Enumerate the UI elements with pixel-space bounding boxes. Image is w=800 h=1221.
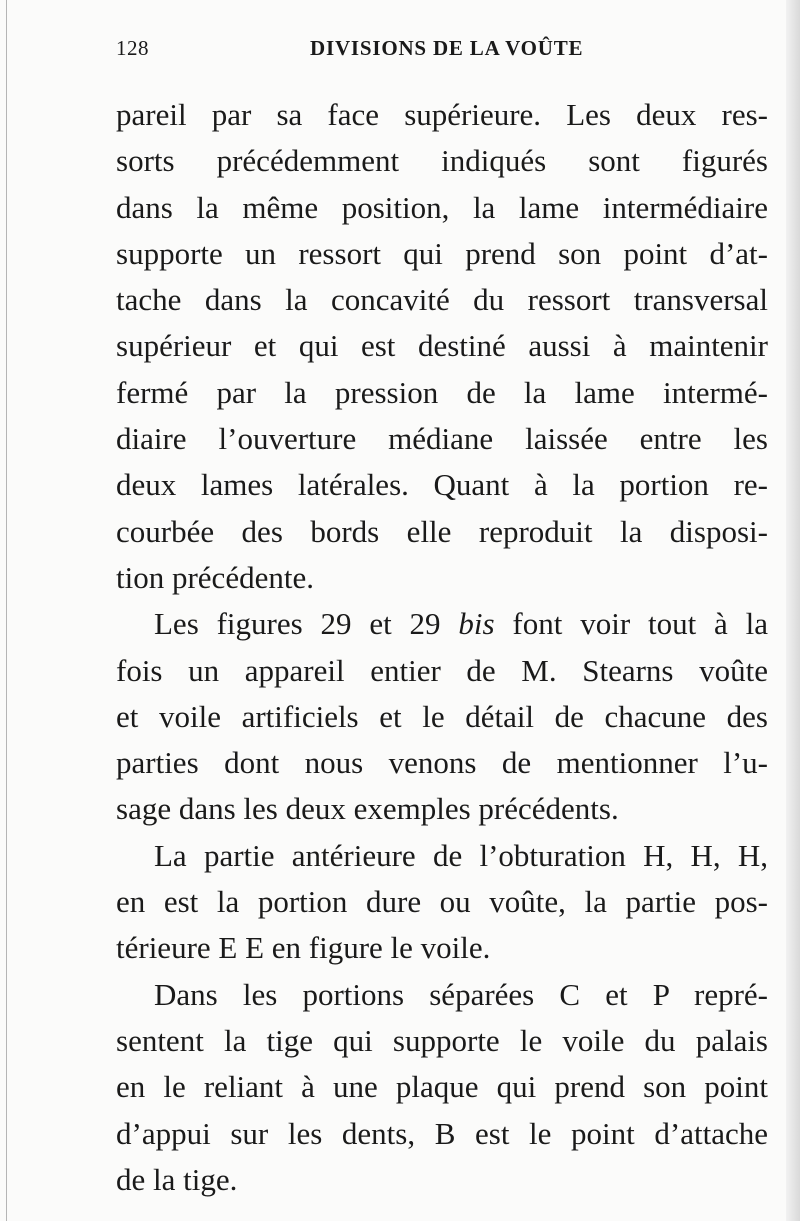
text-line: d’appui sur les dents, B est le point d’attache <box>116 1115 768 1151</box>
text-line: supérieur et qui est destiné aussi à maintenir <box>116 328 768 364</box>
text-line: en le reliant à une plaque qui prend son point <box>116 1069 768 1105</box>
paragraph-end-line: tion précédente. <box>116 559 314 595</box>
text-line: dans la même position, la lame intermédiaire <box>116 189 768 225</box>
text-line: supporte un ressort qui prend son point d’at- <box>116 235 768 271</box>
italic-word: bis <box>458 606 495 642</box>
running-head: DIVISIONS DE LA VOÛTE <box>310 36 584 60</box>
text-line: sentent la tige qui supporte le voile du palais <box>116 1022 768 1058</box>
text-line: en est la portion dure ou voûte, la partie pos- <box>116 884 768 920</box>
paragraph-end-line: de la tige. <box>116 1161 238 1197</box>
text-line: parties dont nous venons de mentionner l’u- <box>116 745 768 781</box>
page-left-edge <box>6 0 7 1221</box>
text-segment: font voir tout à la <box>494 606 769 642</box>
paragraph-start-line: Dans les portions séparées C et P repré- <box>154 976 768 1012</box>
paragraph-start-line: La partie antérieure de l’obturation H, H, H, <box>154 837 768 873</box>
page-header <box>116 36 676 66</box>
paragraph-start-line <box>116 601 768 647</box>
paragraph-end-line: sage dans les deux exemples précédents. <box>116 791 619 827</box>
text-line: tache dans la concavité du ressort transversal <box>116 282 768 318</box>
text-line: deux lames latérales. Quant à la portion re- <box>116 467 768 503</box>
page-number: 128 <box>116 36 149 60</box>
text-line: pareil par sa face supérieure. Les deux res- <box>116 97 768 132</box>
text-line: fois un appareil entier de M. Stearns voûte <box>116 652 768 688</box>
text-line: sorts précédemment indiqués sont figurés <box>116 143 768 179</box>
text-line: courbée des bords elle reproduit la disposi- <box>116 513 768 549</box>
text-line: et voile artificiels et le détail de chacune des <box>116 698 768 734</box>
body-text <box>116 92 768 1203</box>
text-line: diaire l’ouverture médiane laissée entre les <box>116 421 768 457</box>
paragraph-end-line: térieure E E en figure le voile. <box>116 930 491 966</box>
text-line: fermé par la pression de la lame intermé- <box>116 374 768 410</box>
page-right-edge <box>786 0 800 1221</box>
text-segment: Les figures 29 et 29 <box>154 606 459 642</box>
